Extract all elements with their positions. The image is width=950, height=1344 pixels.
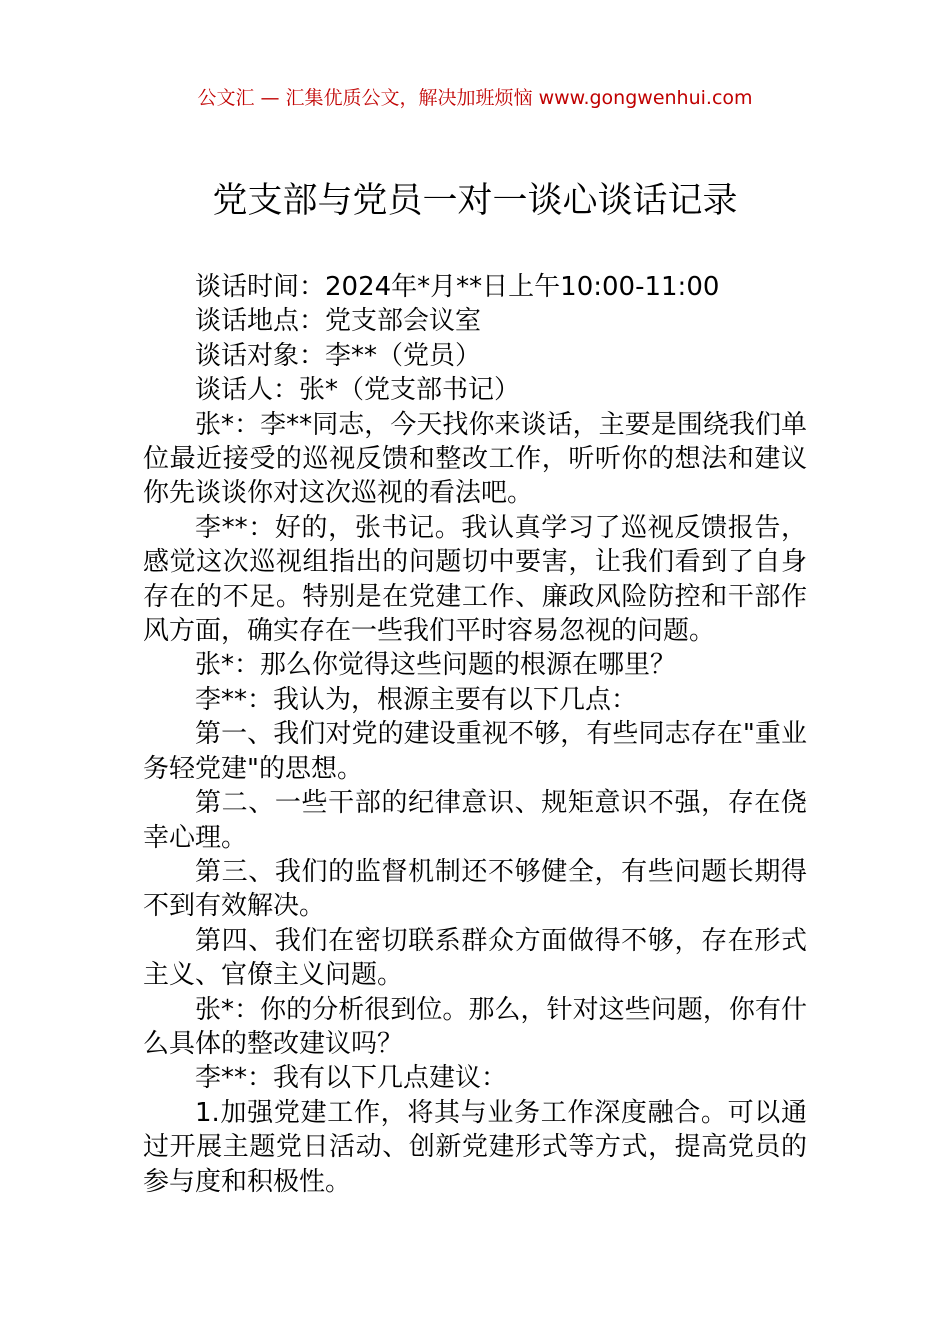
dialogue-paragraph: 李**：我认为，根源主要有以下几点： — [195, 684, 638, 715]
document-body — [143, 270, 807, 1199]
dialogue-paragraph: 张*：李**同志，今天找你来谈话，主要是围绕我们单位最近接受的巡视反馈和整改工作，听听你的想法和建议你先谈谈你对这次巡视的看法吧。 — [143, 409, 807, 509]
list-point: 1.加强党建工作，将其与业务工作深度融合。可以通过开展主题党日活动、创新党建形式等方式，提高党员的参与度和积极性。 — [143, 1097, 807, 1197]
dialogue-paragraph: 李**：好的，张书记。我认真学习了巡视反馈报告，感觉这次巡视组指出的问题切中要害，让我们看到了自身存在的不足。特别是在党建工作、廉政风险防控和干部作风方面，确实存在一些我们平时容易忽视的问题。 — [143, 512, 807, 647]
dialogue-paragraph: 李**：我有以下几点建议： — [195, 1063, 508, 1094]
dialogue-paragraph: 张*：你的分析很到位。那么，针对这些问题，你有什么具体的整改建议吗？ — [143, 994, 807, 1059]
list-point: 第一、我们对党的建设重视不够，有些同志存在"重业务轻党建"的思想。 — [143, 719, 807, 784]
list-point: 第二、一些干部的纪律意识、规矩意识不强，存在侥幸心理。 — [143, 788, 807, 853]
document-title: 党支部与党员一对一谈心谈话记录 — [212, 181, 738, 221]
meta-interviewer: 谈话人：张*（党支部书记） — [195, 375, 521, 406]
meta-time: 谈话时间：2024年*月**日上午10:00-11:00 — [195, 272, 720, 302]
list-point: 第四、我们在密切联系群众方面做得不够，存在形式主义、官僚主义问题。 — [143, 925, 807, 991]
meta-location: 谈话地点：党支部会议室 — [195, 306, 482, 337]
dialogue-paragraph: 张*：那么你觉得这些问题的根源在哪里？ — [195, 650, 677, 681]
header-banner: 公文汇 — 汇集优质公文，解决加班烦恼 www.gongwenhui.com — [197, 87, 753, 109]
meta-interviewee: 谈话对象：李**（党员） — [195, 340, 482, 371]
list-point: 第三、我们的监督机制还不够健全，有些问题长期得不到有效解决。 — [143, 856, 807, 922]
